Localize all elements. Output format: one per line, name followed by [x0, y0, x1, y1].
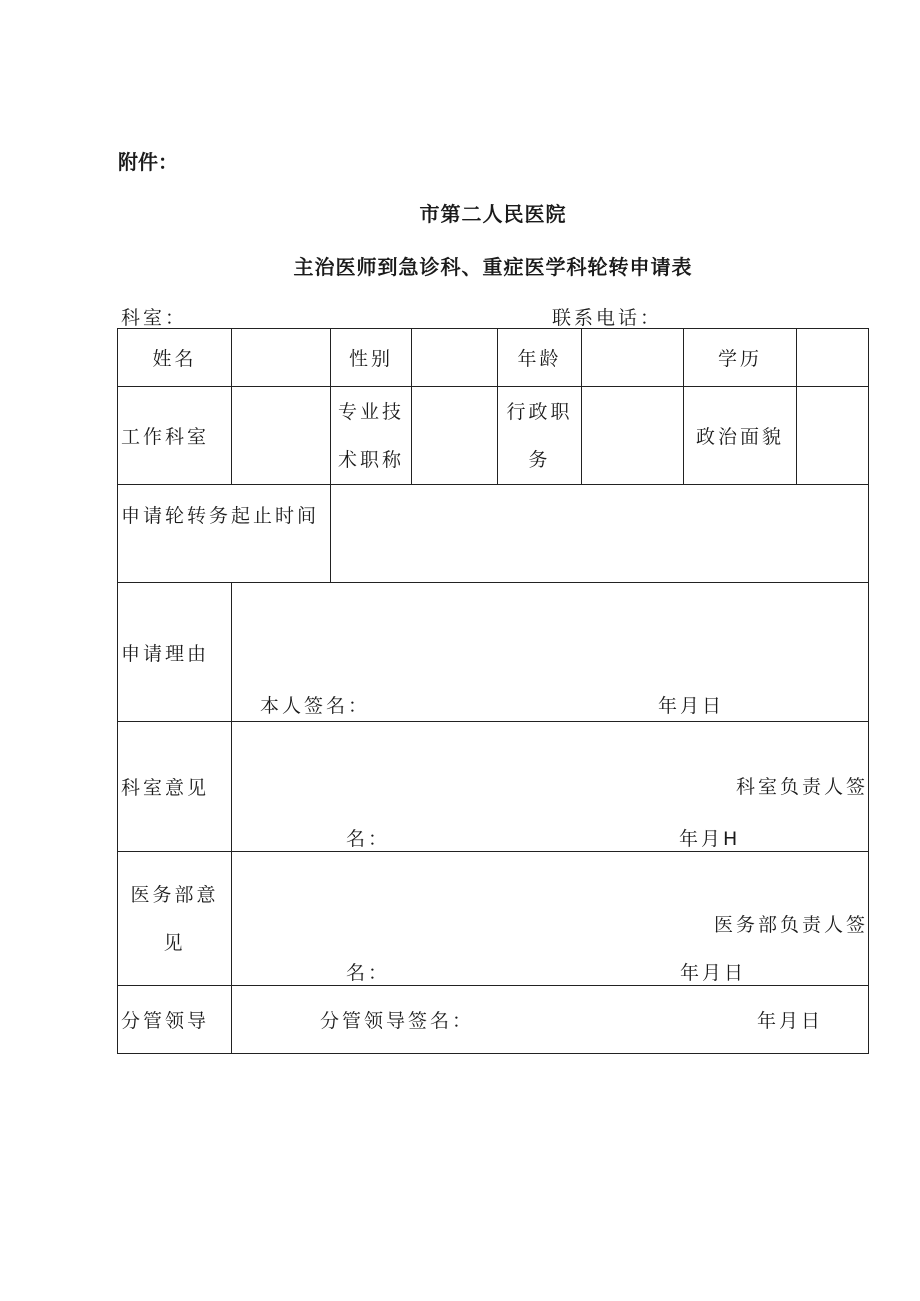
work-dept-field[interactable] — [232, 387, 331, 485]
reason-label: 申请理由 — [118, 583, 232, 722]
attachment-label: 附件： — [118, 150, 178, 174]
medical-opinion-row — [118, 852, 869, 986]
dept-head-sign-line2: 名： — [346, 828, 391, 850]
medical-head-sign-line1: 医务部负责人签 — [713, 914, 868, 936]
dept-opinion-label: 科室意见 — [118, 722, 232, 852]
age-label: 年龄 — [498, 329, 582, 387]
work-dept-label: 工作科室 — [118, 387, 232, 485]
name-field[interactable] — [232, 329, 331, 387]
self-signature-label: 本人签名： — [260, 695, 371, 717]
reason-date: 年月日 — [658, 695, 725, 717]
professional-title-label-line2: 术职称 — [337, 448, 404, 471]
dept-opinion-field[interactable] — [232, 722, 869, 852]
reason-field[interactable] — [232, 583, 869, 722]
department-label: 科室： — [121, 307, 188, 329]
medical-date: 年月日 — [680, 962, 747, 984]
age-field[interactable] — [582, 329, 684, 387]
admin-position-field[interactable] — [582, 387, 684, 485]
admin-position-label-line2: 务 — [528, 448, 551, 471]
admin-position-label-line1: 行政职 — [506, 400, 573, 423]
professional-title-label-line1: 专业技 — [337, 400, 404, 423]
admin-position-label — [498, 387, 582, 485]
gender-label: 性别 — [331, 329, 412, 387]
education-field[interactable] — [797, 329, 869, 387]
name-label: 姓名 — [118, 329, 232, 387]
leader-date: 年月日 — [757, 1010, 824, 1032]
education-label: 学历 — [684, 329, 797, 387]
leader-signature-label: 分管领导签名： — [320, 1010, 475, 1032]
rotation-application-form — [117, 328, 869, 1054]
dept-date: 年月H — [679, 828, 741, 850]
professional-title-label — [331, 387, 412, 485]
medical-opinion-field[interactable] — [232, 852, 869, 986]
rotation-period-row — [118, 485, 869, 583]
dept-opinion-row — [118, 722, 869, 852]
dept-head-sign-line1: 科室负责人签 — [735, 776, 868, 798]
medical-opinion-label-line1: 医务部意 — [130, 883, 219, 906]
reason-row — [118, 583, 869, 722]
medical-head-sign-line2: 名： — [346, 962, 391, 984]
basic-info-row — [118, 329, 869, 387]
leader-row — [118, 986, 869, 1054]
phone-label: 联系电话： — [552, 307, 663, 329]
gender-field[interactable] — [412, 329, 498, 387]
political-status-field[interactable] — [797, 387, 869, 485]
political-status-label: 政治面貌 — [684, 387, 797, 485]
hospital-title: 市第二人民医院 — [419, 202, 567, 226]
leader-field[interactable] — [232, 986, 869, 1054]
rotation-period-label: 申请轮转务起止时间 — [118, 485, 331, 583]
form-title: 主治医师到急诊科、重症医学科轮转申请表 — [293, 255, 693, 279]
professional-title-field[interactable] — [412, 387, 498, 485]
medical-opinion-label-line2: 见 — [163, 931, 186, 954]
leader-label: 分管领导 — [118, 986, 232, 1054]
rotation-period-field[interactable] — [331, 485, 869, 583]
position-info-row — [118, 387, 869, 485]
medical-opinion-label — [118, 852, 232, 986]
